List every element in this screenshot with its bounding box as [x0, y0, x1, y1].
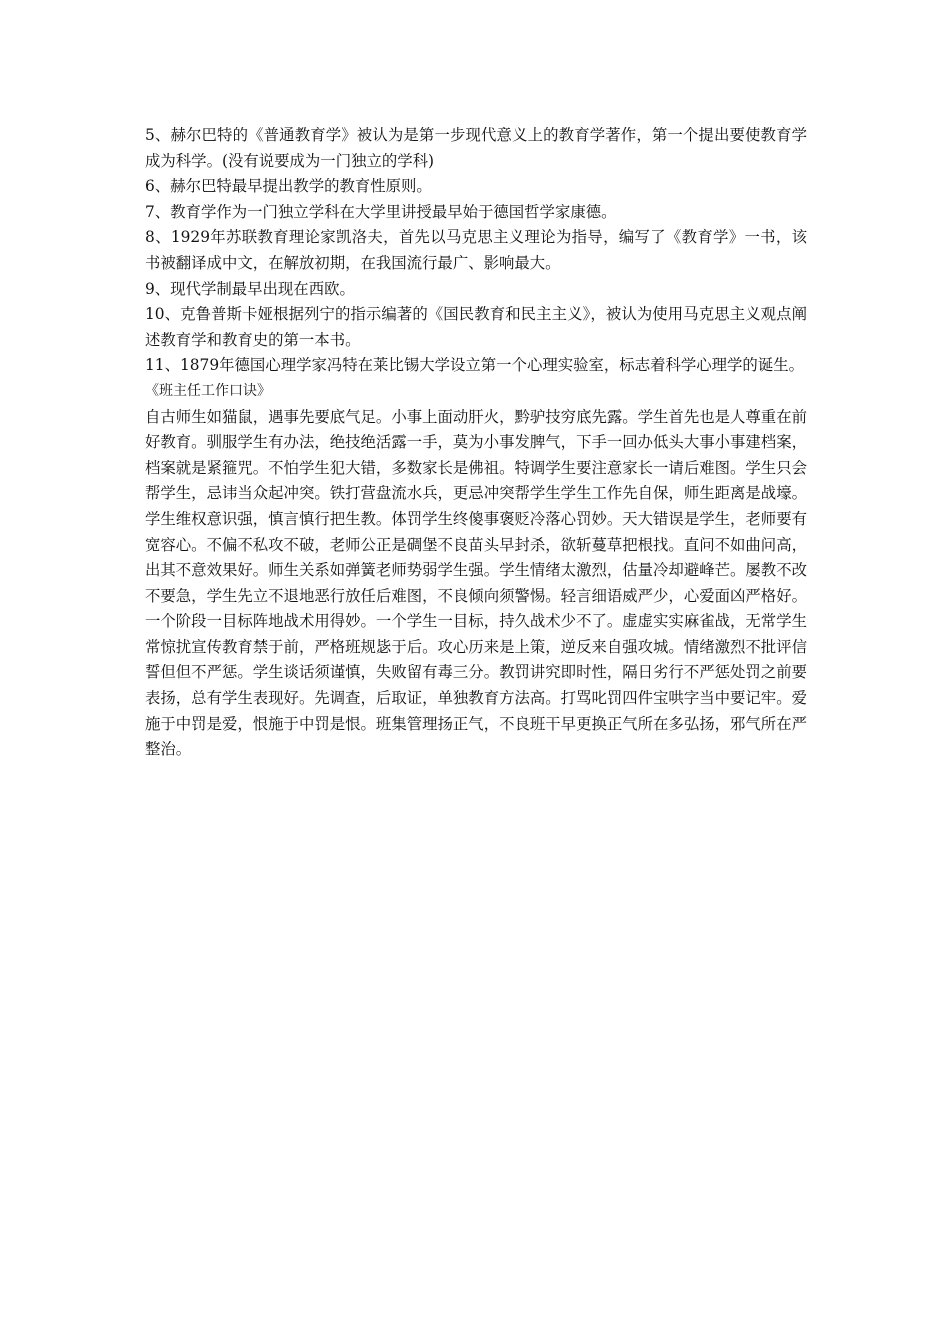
item-10: 10、克鲁普斯卡娅根据列宁的指示编著的《国民教育和民主主义》，被认为使用马克思主义观点阐述教育学和教育史的第一本书。: [145, 305, 807, 349]
poem-body: 自古师生如猫鼠，遇事先要底气足。小事上面动肝火，黔驴技穷底先露。学生首先也是人尊重在前好教育。驯服学生有办法，绝技绝活露一手，莫为小事发脾气，下手一回办低头大事小事建档案，档案就是紧箍咒。不怕学生犯大错，多数家长是佛祖。特调学生要注意家长一请后难图。学生只会帮学生，忌讳当众起冲突。铁打营盘流水兵，更忌冲突帮学生学生工作先自保，师生距离是战壕。学生维权意识强，慎言慎行把生教。体罚学生终傻事褒贬冷落心罚妙。天大错误是学生，老师要有宽容心。不偏不私攻不破，老师公正是碉堡不良苗头早封杀，欲斩蔓草把根找。直问不如曲问高，出其不意效果好。师生关系如弹簧老师势弱学生强。学生情绪太激烈，估量冷却避峰芒。屡教不改不要急，学生先立不退地恶行放任后难图，不良倾向须警惕。轻言细语威严少，心爱面凶严格好。一个阶段一目标阵地战术用得妙。一个学生一目标，持久战术少不了。虚虚实实麻雀战，无常学生常惊扰宣传教育禁于前，严格班规毖于后。攻心历来是上策，逆反来自强攻城。情绪激烈不批评信誓但但不严惩。学生谈话须谨慎，失败留有毒三分。教罚讲究即时性，隔日劣行不严惩处罚之前要表扬，总有学生表现好。先调查，后取证，单独教育方法高。打骂叱罚四件宝哄字当中要记牢。爱施于中罚是爱，恨施于中罚是恨。班集管理扬正气，不良班干早更换正气所在多弘扬，邪气所在严整治。: [145, 407, 807, 759]
item-5: 5、赫尔巴特的《普通教育学》被认为是第一步现代意义上的教育学著作，第一个提出要使教育学成为科学。(没有说要成为一门独立的学科): [145, 126, 807, 170]
item-9: 9、现代学制最早出现在西欧。: [145, 279, 355, 298]
item-8: 8、1929年苏联教育理论家凯洛夫，首先以马克思主义理论为指导，编写了《教育学》一书，该书被翻译成中文，在解放初期，在我国流行最广、影响最大。: [145, 228, 807, 272]
poem-title: 《班主任工作口诀》: [145, 382, 271, 399]
item-6: 6、赫尔巴特最早提出教学的教育性原则。: [145, 177, 432, 196]
item-7: 7、教育学作为一门独立学科在大学里讲授最早始于德国哲学家康德。: [145, 202, 617, 221]
document-page: [145, 123, 807, 763]
item-11: 11、1879年德国心理学家冯特在莱比锡大学设立第一个心理实验室，标志着科学心理学的诞生。: [145, 356, 804, 375]
